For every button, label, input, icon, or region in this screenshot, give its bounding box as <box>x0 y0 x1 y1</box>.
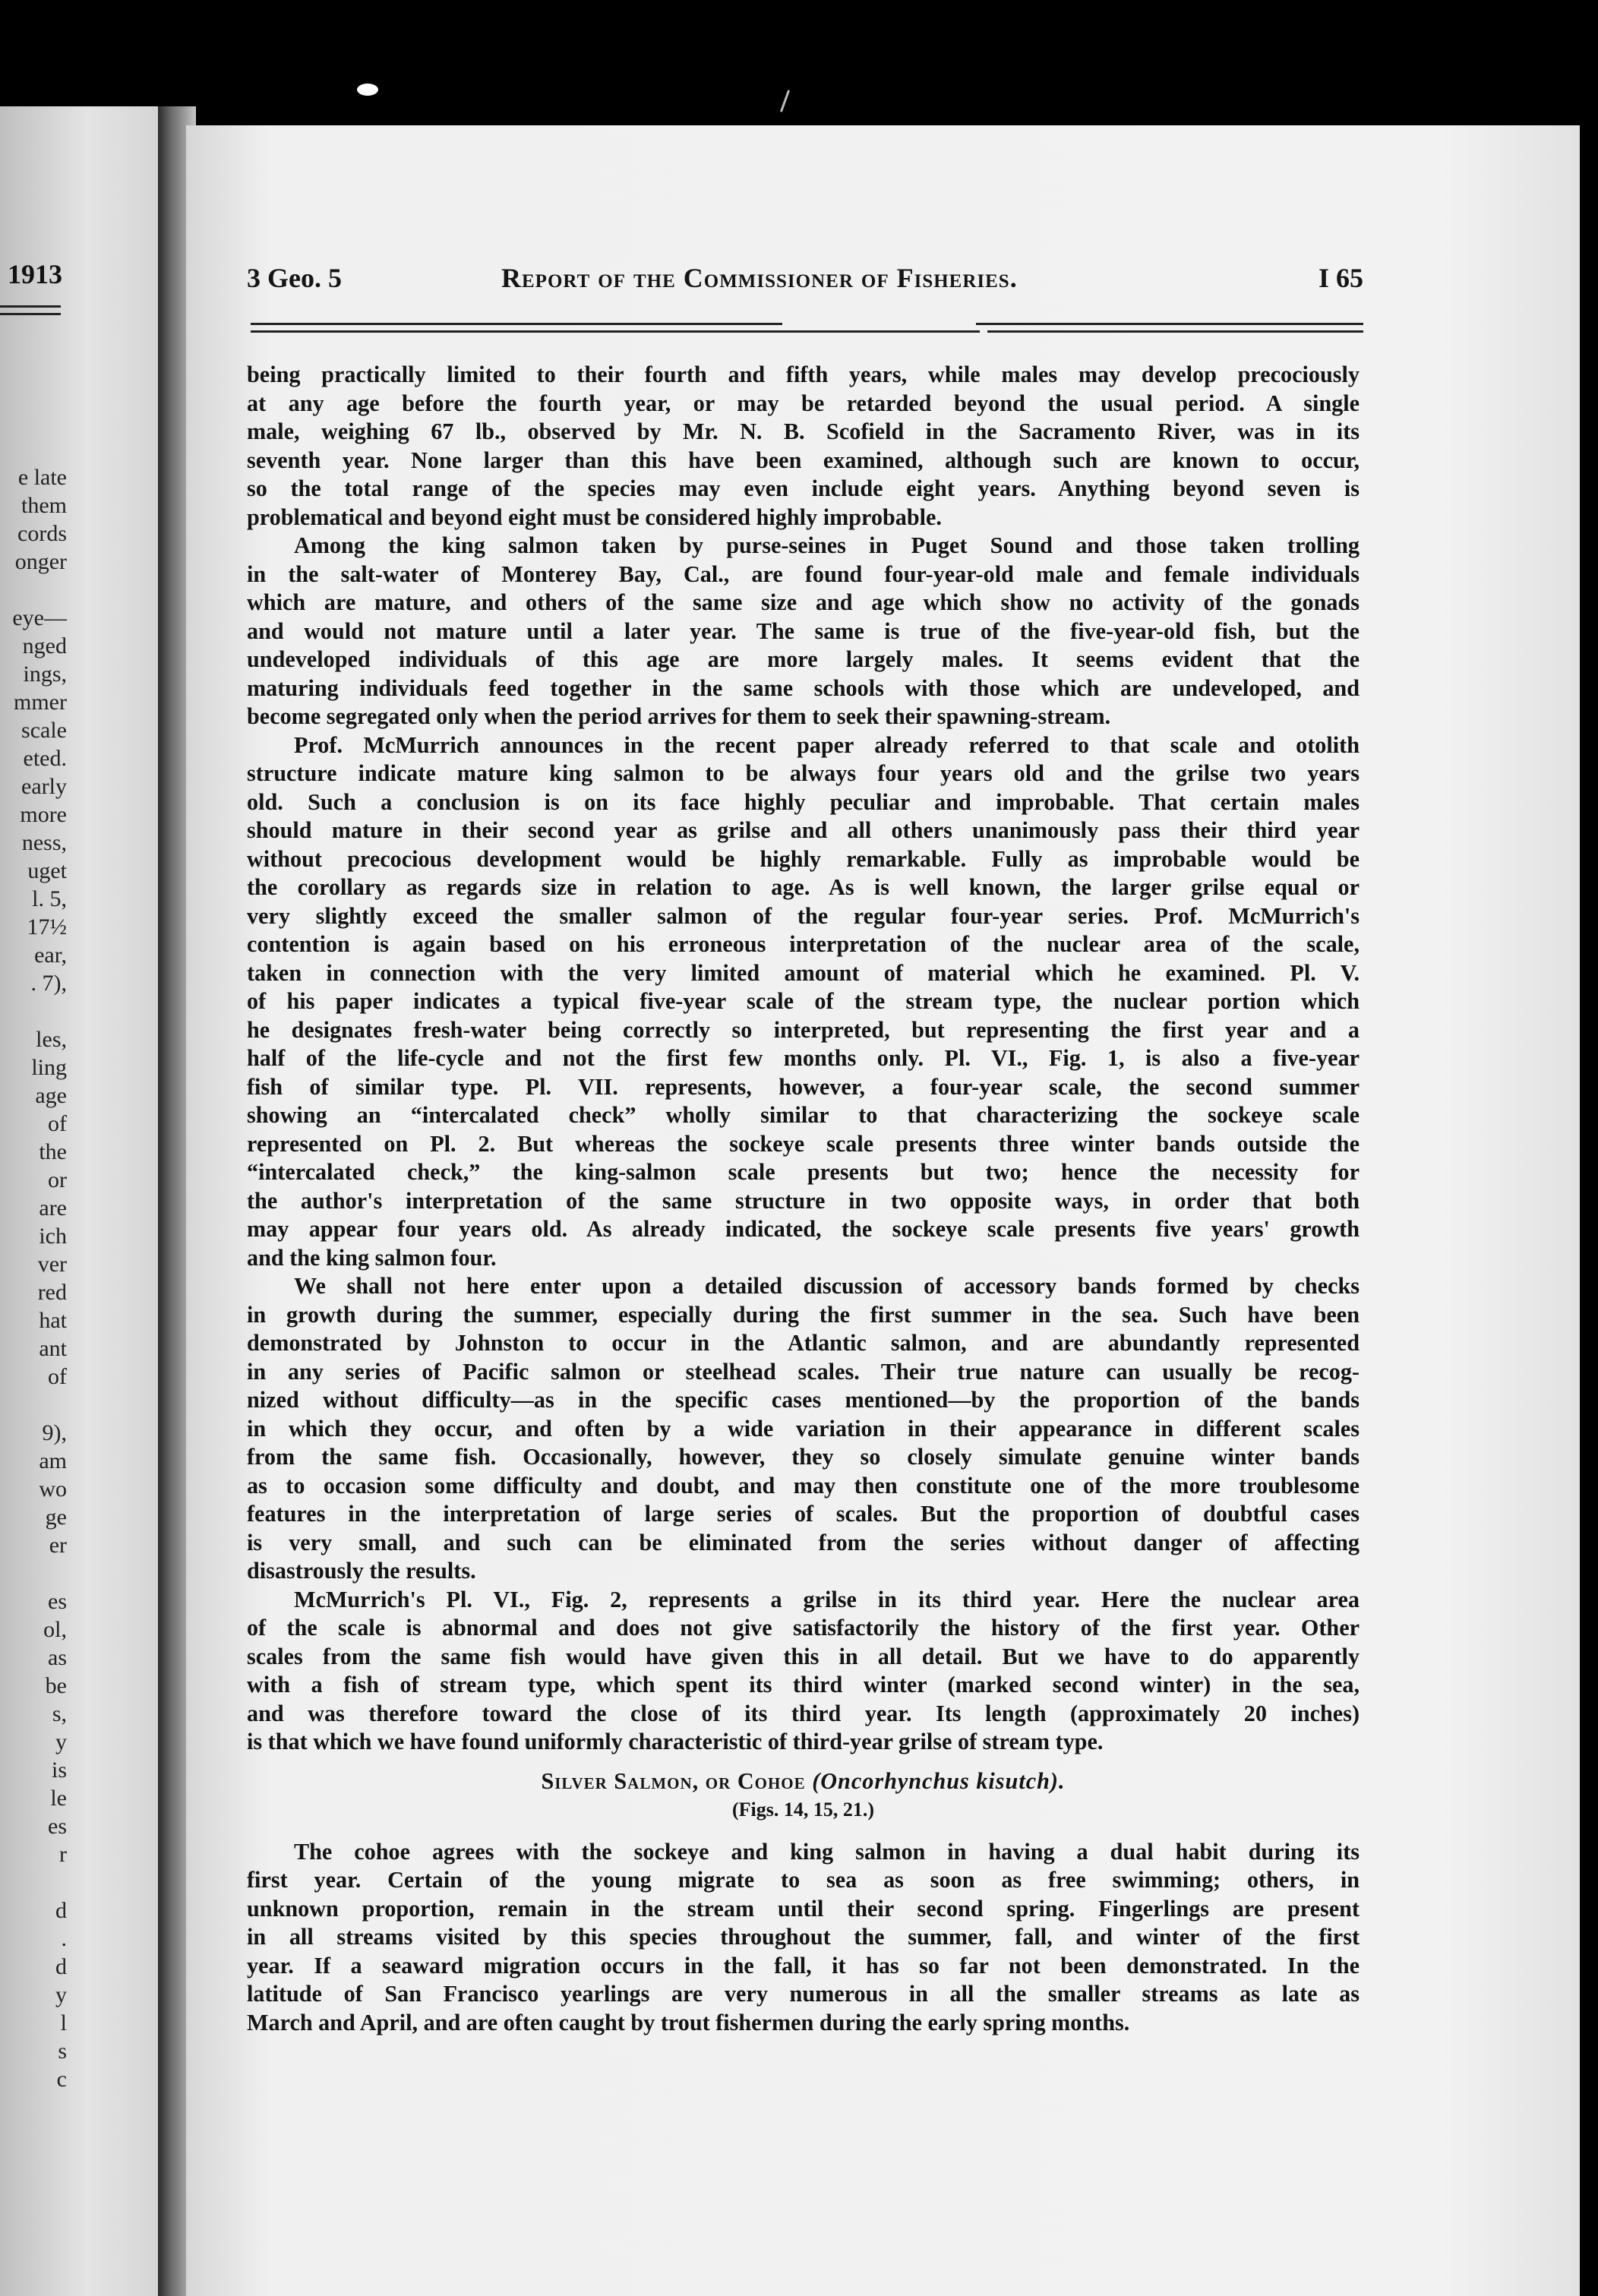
left-page-fragment: mmer <box>14 690 67 715</box>
left-page-fragment: ings, <box>23 662 67 687</box>
left-page-fragment: eye— <box>12 605 67 630</box>
paragraph <box>247 1586 1360 1757</box>
left-page-rule <box>0 305 61 308</box>
text-line: March and April, and are often caught by trout fishermen during the early spring months. <box>247 2009 1130 2035</box>
left-page-fragment: c <box>56 2067 67 2092</box>
text-line: may appear four years old. As already indicated, the sockeye scale presents five years' growth <box>247 1216 1360 1242</box>
header-rule <box>987 330 1363 333</box>
text-line: represented on Pl. 2. But whereas the sockeye scale presents three winter bands outside the <box>247 1130 1360 1157</box>
left-page-year: 1913 <box>8 259 62 289</box>
text-line: of his paper indicates a typical five-year scale of the stream type, the nuclear portion which <box>247 988 1360 1014</box>
page-body <box>247 361 1360 2037</box>
left-page-fragment: ear, <box>34 943 67 968</box>
text-line: is very small, and such can be eliminated from the series without danger of affecting <box>247 1529 1360 1555</box>
left-page-fragment: e late <box>17 465 67 490</box>
left-page-fragment: l. 5, <box>32 886 67 911</box>
left-page-fragment: ling <box>31 1055 67 1080</box>
left-page-fragment: eted. <box>23 746 67 771</box>
paragraph <box>247 361 1360 532</box>
left-page-fragment: wo <box>39 1476 67 1502</box>
text-line: being practically limited to their fourth and fifth years, while males may develop precociously <box>247 362 1360 387</box>
paragraph <box>247 532 1360 731</box>
text-line: male, weighing 67 lb., observed by Mr. N. B. Scofield in the Sacramento River, was in its <box>247 418 1360 444</box>
text-line: should mature in their second year as grilse and all others unanimously pass their third year <box>247 817 1360 843</box>
header-session: 3 Geo. 5 <box>247 263 342 293</box>
text-line: with a fish of stream type, which spent its third winter (marked second winter) in the sea, <box>247 1672 1360 1698</box>
text-line: and would not mature until a later year. The same is true of the five-year-old fish, but the <box>247 617 1360 644</box>
left-page-fragment <box>12 1868 67 1896</box>
header-rule <box>251 330 980 333</box>
text-line: unknown proportion, remain in the stream until their second spring. Fingerlings are present <box>247 1895 1360 1922</box>
text-line: in the salt-water of Monterey Bay, Cal., are found four-year-old male and female individuals <box>247 561 1360 587</box>
left-page-rule <box>0 313 61 315</box>
text-line: Prof. McMurrich announces in the recent paper already referred to that scale and otolith <box>294 731 1360 758</box>
left-page-fragment: s, <box>52 1701 67 1726</box>
left-page-fragment: ver <box>37 1252 67 1277</box>
left-page-fragment: onger <box>14 549 67 574</box>
left-page-fragment <box>12 576 67 604</box>
left-page-fragment <box>12 997 67 1025</box>
left-page-fragment: . <box>61 1926 67 1951</box>
text-line: scales from the same fish would have given this in all detail. But we have to do apparently <box>247 1643 1360 1669</box>
text-line: fish of similar type. Pl. VII. represents, however, a four-year scale, the second summer <box>247 1073 1360 1100</box>
text-line: without precocious development would be highly remarkable. Fully as improbable would be <box>247 845 1360 872</box>
text-line: half of the life-cycle and not the first few months only. Pl. VI., Fig. 1, is also a five-year <box>247 1045 1360 1071</box>
left-page-fragment: is <box>51 1758 67 1783</box>
text-line: maturing individuals feed together in the same schools with those which are undeveloped, and <box>247 674 1360 701</box>
text-line: is that which we have found uniformly characteristic of third-year grilse of stream type. <box>247 1729 1104 1754</box>
left-page-fragment: nged <box>22 633 67 658</box>
text-line: structure indicate mature king salmon to be always four years old and the grilse two years <box>247 760 1360 786</box>
left-page-fragment: s <box>58 2039 67 2064</box>
header-rule <box>976 323 1363 325</box>
left-page-fragment: of <box>48 1364 67 1389</box>
heading-space <box>806 1768 813 1794</box>
text-line: the author's interpretation of the same structure in two opposite ways, in order that both <box>247 1187 1360 1214</box>
left-page-fragment: red <box>37 1280 67 1305</box>
text-line: features in the interpretation of large series of scales. But the proportion of doubtful cases <box>247 1501 1360 1527</box>
left-page-fragment: ness, <box>21 830 67 855</box>
left-page-fragment: r <box>59 1842 67 1867</box>
left-page-fragment: be <box>45 1673 67 1698</box>
text-line: of the scale is abnormal and does not give satisfactorily the history of the first year. Other <box>247 1615 1360 1641</box>
text-line: nized without difficulty—as in the specific cases mentioned—by the proportion of the bands <box>247 1387 1360 1413</box>
left-page-fragment: 17½ <box>27 914 67 940</box>
left-page-fragment: er <box>49 1533 67 1558</box>
text-line: and was therefore toward the close of its third year. Its length (approximately 20 inches) <box>247 1700 1360 1726</box>
left-page-text <box>12 463 67 2093</box>
left-page-fragment: age <box>35 1083 67 1108</box>
text-line: seventh year. None larger than this have been examined, although such are known to occur, <box>247 447 1360 473</box>
left-page-fragment <box>12 1391 67 1419</box>
text-line: contention is again based on his erroneous interpretation of the nuclear area of the scale, <box>247 931 1360 957</box>
left-page-fragment: . 7), <box>30 971 67 996</box>
text-line: first year. Certain of the young migrate to sea as soon as free swimming; others, in <box>247 1867 1360 1893</box>
text-line: demonstrated by Johnston to occur in the Atlantic salmon, and are abundantly represented <box>247 1330 1360 1356</box>
text-line: from the same fish. Occasionally, however, they so closely simulate genuine winter bands <box>247 1444 1360 1470</box>
left-page-fragment: ich <box>39 1224 67 1249</box>
text-line: become segregated only when the period arrives for them to seek their spawning-stream. <box>247 703 1111 729</box>
section-heading-latin: (Oncorhynchus kisutch). <box>812 1767 1066 1794</box>
text-line: We shall not here enter upon a detailed discussion of accessory bands formed by checks <box>294 1273 1360 1299</box>
left-page-fragment: d <box>55 1954 67 1979</box>
text-line: in growth during the summer, especially during the first summer in the sea. Such have been <box>247 1301 1360 1328</box>
text-line: problematical and beyond eight must be considered highly improbable. <box>247 504 942 530</box>
left-page-fragment: are <box>39 1195 67 1221</box>
left-page-fragment: uget <box>27 858 67 883</box>
text-line: disastrously the results. <box>247 1558 476 1584</box>
header-title: Report of the Commissioner of Fisheries. <box>501 263 1018 293</box>
paragraph <box>247 1838 1360 2038</box>
left-page-fragment: l <box>60 2010 67 2035</box>
text-line: which are mature, and others of the same size and age which show no activity of the gonads <box>247 589 1360 615</box>
figure-reference: (Figs. 14, 15, 21.) <box>731 1799 875 1821</box>
left-page-fragment: es <box>48 1589 67 1614</box>
text-line: year. If a seaward migration occurs in the fall, it has so far not been demonstrated. In the <box>247 1952 1360 1979</box>
left-page <box>0 106 175 2296</box>
left-page-fragment: 9), <box>42 1420 67 1445</box>
left-page-fragment: ge <box>45 1505 67 1530</box>
left-page-fragment: am <box>39 1448 67 1473</box>
text-line: “intercalated check,” the king-salmon scale presents but two; hence the necessity for <box>247 1159 1360 1185</box>
text-line: The cohoe agrees with the sockeye and king salmon in having a dual habit during its <box>294 1838 1360 1865</box>
text-line: taken in connection with the very limited amount of material which he examined. Pl. V. <box>247 959 1360 986</box>
left-page-fragment: of <box>48 1111 67 1136</box>
text-line: at any age before the fourth year, or may be retarded beyond the usual period. A single <box>247 390 1360 416</box>
left-page-fragment: scale <box>21 718 67 743</box>
text-line: in any series of Pacific salmon or steelhead scales. Their true nature can usually be recog- <box>247 1358 1360 1385</box>
left-page-fragment: y <box>55 1982 67 2007</box>
text-line: so the total range of the species may even include eight years. Anything beyond seven is <box>247 475 1360 501</box>
left-page-fragment: early <box>21 774 67 799</box>
section-heading-common: Silver Salmon, or Cohoe <box>541 1767 806 1794</box>
paragraph <box>247 1272 1360 1586</box>
left-page-fragment: d <box>55 1898 67 1923</box>
text-line: showing an “intercalated check” wholly similar to that characterizing the sockeye scale <box>247 1102 1360 1128</box>
page-number: I 65 <box>1318 263 1363 293</box>
left-page-fragment: or <box>48 1167 67 1192</box>
left-page-fragment: y <box>55 1729 67 1754</box>
text-line: McMurrich's Pl. VI., Fig. 2, represents a grilse in its third year. Here the nuclear area <box>294 1586 1360 1612</box>
text-line: old. Such a conclusion is on its face highly peculiar and improbable. That certain males <box>247 788 1360 815</box>
text-line: Among the king salmon taken by purse-seines in Puget Sound and those taken trolling <box>294 532 1360 558</box>
scan-mark <box>357 84 378 96</box>
left-page-fragment: ant <box>39 1336 67 1361</box>
paragraph <box>247 731 1360 1273</box>
text-line: he designates fresh-water being correctly so interpreted, but representing the first year and a <box>247 1016 1360 1043</box>
left-page-fragment: le <box>50 1786 67 1811</box>
text-line: very slightly exceed the smaller salmon of the regular four-year series. Prof. McMurrich's <box>247 902 1360 929</box>
running-header <box>247 262 1363 300</box>
left-page-fragment: les, <box>36 1027 67 1052</box>
left-page-fragment <box>12 1559 67 1587</box>
text-line: in which they occur, and often by a wide variation in their appearance in different scales <box>247 1415 1360 1442</box>
left-page-fragment: them <box>21 493 67 518</box>
header-rule <box>251 323 782 325</box>
text-line: as to occasion some difficulty and doubt, and may then constitute one of the more troublesome <box>247 1472 1360 1499</box>
left-page-fragment: the <box>39 1139 67 1164</box>
scan-mark <box>780 90 790 112</box>
left-page-fragment: ol, <box>43 1617 67 1642</box>
left-page-fragment: es <box>48 1814 67 1839</box>
text-line: the corollary as regards size in relation to age. As is well known, the larger grilse equal or <box>247 874 1360 900</box>
left-page-fragment: cords <box>17 521 67 546</box>
section-heading <box>247 1767 1360 1796</box>
left-page-fragment: more <box>20 802 67 827</box>
left-page-fragment: as <box>48 1645 67 1670</box>
text-line: in all streams visited by this species throughout the summer, fall, and winter of the first <box>247 1924 1360 1950</box>
text-line: undeveloped individuals of this age are more largely males. It seems evident that the <box>247 646 1360 672</box>
text-line: and the king salmon four. <box>247 1244 497 1271</box>
left-page-fragment: hat <box>39 1308 67 1333</box>
text-line: latitude of San Francisco yearlings are very numerous in all the smaller streams as late as <box>247 1981 1360 2007</box>
